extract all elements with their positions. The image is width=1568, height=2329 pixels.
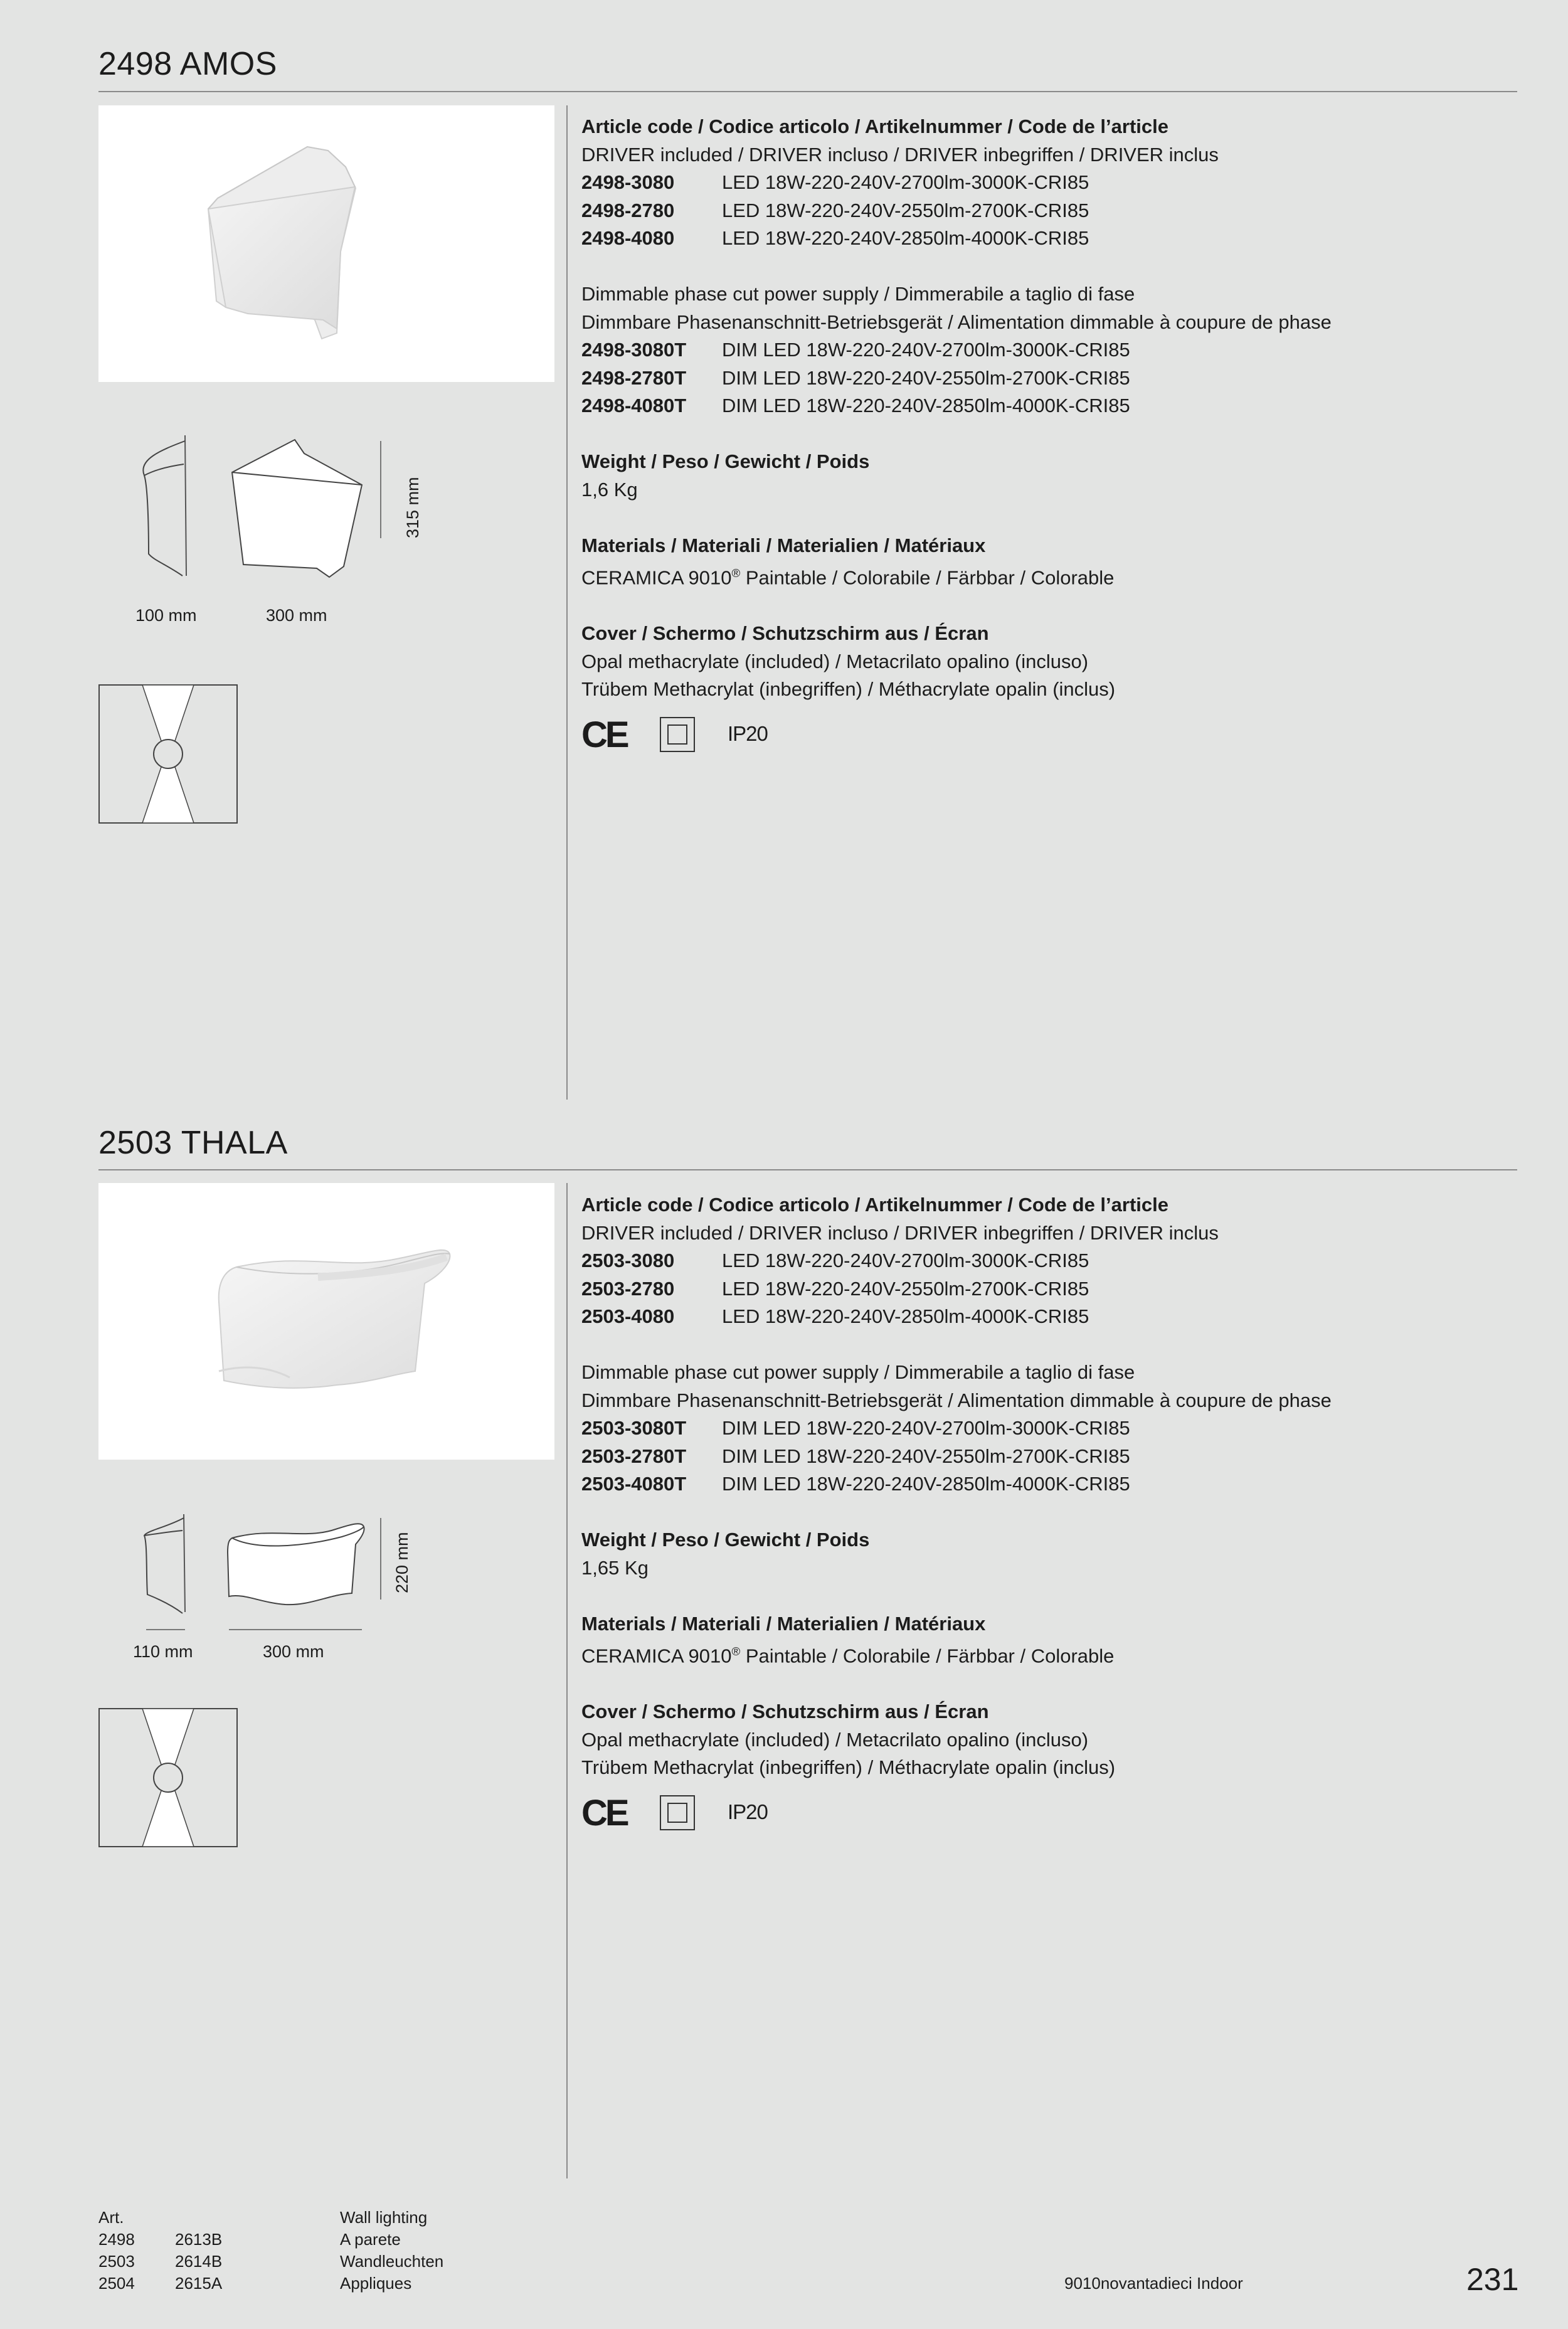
amos-dimension-drawing <box>129 425 405 588</box>
column-divider <box>566 1183 568 2178</box>
thala-lamp-image <box>98 1183 554 1460</box>
driver-line: DRIVER included / DRIVER incluso / DRIVER inbegriffen / DRIVER inclus <box>581 1221 1219 1244</box>
title-rule <box>98 91 1517 92</box>
height-dimension-label: 220 mm <box>393 1532 411 1593</box>
article-desc: LED 18W-220-240V-2700lm-3000K-CRI85 <box>722 1249 1089 1271</box>
materials-value <box>581 560 1332 592</box>
dim-code-row <box>581 364 1332 393</box>
materials-name: CERAMICA 9010 <box>581 1645 732 1667</box>
article-code: 2503-2780 <box>581 1277 675 1300</box>
dim-article-desc: DIM LED 18W-220-240V-2850lm-4000K-CRI85 <box>722 1473 1130 1495</box>
footer-category: A parete <box>340 2230 401 2249</box>
depth-dimension-label: 110 mm <box>133 1642 193 1661</box>
dim-article-desc: DIM LED 18W-220-240V-2700lm-3000K-CRI85 <box>722 1417 1130 1439</box>
dim-article-desc: DIM LED 18W-220-240V-2550lm-2700K-CRI85 <box>722 366 1130 389</box>
footer-variant-code: 2615A <box>175 2274 223 2293</box>
cover-header: Cover / Schermo / Schutzschirm aus / Écran <box>581 622 989 645</box>
registered-mark: ® <box>731 1645 741 1658</box>
code-row <box>581 225 1332 253</box>
footer-brand: 9010novantadieci Indoor <box>1064 2274 1243 2293</box>
amos-lamp-image <box>98 105 554 382</box>
product-photo <box>98 105 554 382</box>
title-rule <box>98 1169 1517 1170</box>
driver-line: DRIVER included / DRIVER incluso / DRIVER inbegriffen / DRIVER inclus <box>581 143 1219 166</box>
dim-article-code: 2498-3080T <box>581 339 687 361</box>
product-title: 2503 THALA <box>98 1125 288 1161</box>
materials-finish: Paintable / Colorabile / Färbbar / Colorable <box>740 1645 1115 1667</box>
dimmable-line: Dimmable phase cut power supply / Dimmerabile a taglio di fase <box>581 1361 1135 1383</box>
dim-article-desc: DIM LED 18W-220-240V-2700lm-3000K-CRI85 <box>722 339 1130 361</box>
weight-header: Weight / Peso / Gewicht / Poids <box>581 450 870 472</box>
cover-line: Opal methacrylate (included) / Metacrilato opalino (incluso) <box>581 1728 1089 1751</box>
footer-variant-header <box>175 2207 222 2229</box>
article-code: 2498-2780 <box>581 199 675 221</box>
article-desc: LED 18W-220-240V-2850lm-4000K-CRI85 <box>722 227 1089 249</box>
article-desc: LED 18W-220-240V-2700lm-3000K-CRI85 <box>722 171 1089 193</box>
thala-dimension-drawing <box>129 1505 405 1656</box>
class-ii-icon <box>660 1795 695 1830</box>
light-emission-icon <box>98 684 238 824</box>
article-code-header: Article code / Codice articolo / Artikelnummer / Code de l’article <box>581 115 1168 137</box>
article-code: 2503-4080 <box>581 1305 675 1327</box>
materials-header: Materials / Materiali / Materialien / Matériaux <box>581 1612 986 1635</box>
dimmable-line: Dimmbare Phasenanschnitt-Betriebsgerät / Alimentation dimmable à coupure de phase <box>581 310 1332 333</box>
code-row <box>581 1275 1332 1303</box>
footer-category: Wall lighting <box>340 2208 428 2227</box>
light-emission-icon <box>98 1708 238 1847</box>
width-dimension-label: 300 mm <box>263 1642 324 1661</box>
dim-article-desc: DIM LED 18W-220-240V-2850lm-4000K-CRI85 <box>722 395 1130 416</box>
ip-rating: IP20 <box>728 722 768 745</box>
materials-value <box>581 1638 1332 1670</box>
code-row <box>581 1247 1332 1275</box>
cover-header: Cover / Schermo / Schutzschirm aus / Écran <box>581 1700 989 1723</box>
ce-mark-icon: CE <box>581 1793 627 1833</box>
dimmable-line: Dimmable phase cut power supply / Dimmerabile a taglio di fase <box>581 283 1135 305</box>
footer-art-number: 2503 <box>98 2252 135 2271</box>
column-divider <box>566 105 568 1100</box>
materials-name: CERAMICA 9010 <box>581 566 732 589</box>
footer-category-column <box>340 2207 443 2295</box>
footer-art-number: 2498 <box>98 2230 135 2249</box>
weight-header: Weight / Peso / Gewicht / Poids <box>581 1529 870 1551</box>
code-row <box>581 169 1332 197</box>
product-photo <box>98 1183 554 1460</box>
footer-art-number: 2504 <box>98 2274 135 2293</box>
footer-category: Wandleuchten <box>340 2252 444 2271</box>
footer-art-column <box>98 2207 135 2295</box>
dim-code-row <box>581 1470 1332 1499</box>
height-dimension-label: 315 mm <box>403 477 422 538</box>
dim-article-desc: DIM LED 18W-220-240V-2550lm-2700K-CRI85 <box>722 1445 1130 1467</box>
cover-line: Opal methacrylate (included) / Metacrilato opalino (incluso) <box>581 650 1089 672</box>
article-desc: LED 18W-220-240V-2550lm-2700K-CRI85 <box>722 1277 1089 1300</box>
page-number: 231 <box>1466 2262 1519 2297</box>
ce-mark-icon: CE <box>581 714 627 755</box>
dim-article-code: 2503-4080T <box>581 1473 687 1495</box>
depth-dimension-label: 100 mm <box>135 606 197 625</box>
dimmable-line: Dimmbare Phasenanschnitt-Betriebsgerät / Alimentation dimmable à coupure de phase <box>581 1389 1332 1411</box>
footer-variant-code: 2614B <box>175 2252 223 2271</box>
materials-header: Materials / Materiali / Materialien / Matériaux <box>581 534 986 556</box>
light-emission-diagram <box>98 1708 238 1847</box>
light-emission-diagram <box>98 684 238 824</box>
registered-mark: ® <box>731 566 741 580</box>
footer-category: Appliques <box>340 2274 412 2293</box>
weight-value: 1,6 Kg <box>581 478 638 501</box>
footer-variant-code: 2613B <box>175 2230 223 2249</box>
footer-variant-column <box>175 2207 222 2295</box>
class-ii-icon <box>660 717 695 752</box>
cover-line: Trübem Methacrylat (inbegriffen) / Méthacrylate opalin (inclus) <box>581 678 1116 701</box>
code-row <box>581 197 1332 225</box>
article-code-header: Article code / Codice articolo / Artikelnummer / Code de l’article <box>581 1194 1168 1216</box>
article-code: 2498-4080 <box>581 227 675 249</box>
dim-article-code: 2503-3080T <box>581 1417 687 1439</box>
article-code: 2503-3080 <box>581 1249 675 1271</box>
dim-article-code: 2498-4080T <box>581 395 687 416</box>
dim-article-code: 2503-2780T <box>581 1445 687 1467</box>
dim-code-row <box>581 1443 1332 1471</box>
width-dimension-label: 300 mm <box>266 606 327 625</box>
dim-article-code: 2498-2780T <box>581 366 687 389</box>
spec-block <box>581 1191 1332 1782</box>
ip-rating: IP20 <box>728 1800 768 1823</box>
product-title: 2498 AMOS <box>98 46 277 82</box>
article-desc: LED 18W-220-240V-2850lm-4000K-CRI85 <box>722 1305 1089 1327</box>
code-row <box>581 1303 1332 1331</box>
dimension-drawing <box>129 1505 405 1659</box>
article-desc: LED 18W-220-240V-2550lm-2700K-CRI85 <box>722 199 1089 221</box>
dimension-drawing <box>129 425 405 592</box>
weight-value: 1,65 Kg <box>581 1556 649 1579</box>
cover-line: Trübem Methacrylat (inbegriffen) / Méthacrylate opalin (inclus) <box>581 1756 1116 1779</box>
article-code: 2498-3080 <box>581 171 675 193</box>
dim-code-row <box>581 392 1332 420</box>
footer-art-header: Art. <box>98 2208 124 2227</box>
spec-block <box>581 113 1332 704</box>
dim-code-row <box>581 1414 1332 1443</box>
dim-code-row <box>581 336 1332 364</box>
materials-finish: Paintable / Colorabile / Färbbar / Colorable <box>740 566 1115 589</box>
